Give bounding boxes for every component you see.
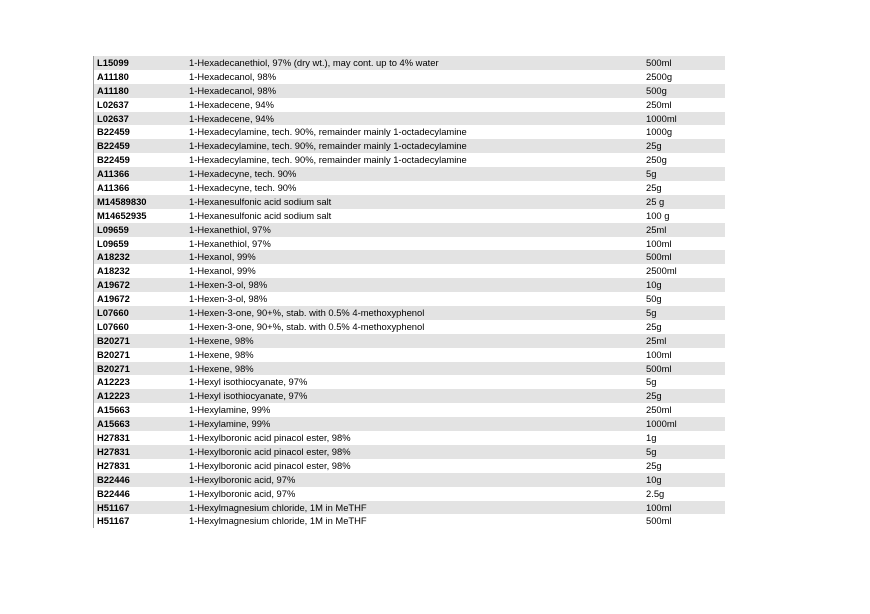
product-code: A11180 xyxy=(97,84,129,96)
product-description: 1-Hexadecylamine, tech. 90%, remainder mainly 1-octadecylamine xyxy=(189,154,467,166)
product-code: A11366 xyxy=(97,168,130,180)
product-description: 1-Hexadecylamine, tech. 90%, remainder mainly 1-octadecylamine xyxy=(189,126,467,138)
table-row xyxy=(94,167,725,181)
product-code: B20271 xyxy=(97,362,130,374)
product-code: H27831 xyxy=(97,459,130,471)
pack-size: 25g xyxy=(646,140,662,152)
product-description: 1-Hexylamine, 99% xyxy=(189,404,271,416)
pack-size: 100 g xyxy=(646,209,670,221)
table-row xyxy=(94,139,725,153)
product-code: A15663 xyxy=(97,404,130,416)
table-row xyxy=(94,473,725,487)
pack-size: 500ml xyxy=(646,362,672,374)
pack-size: 25 g xyxy=(646,195,665,207)
product-description: 1-Hexadecylamine, tech. 90%, remainder mainly 1-octadecylamine xyxy=(189,140,467,152)
pack-size: 25g xyxy=(646,320,662,332)
product-code: A11366 xyxy=(97,182,130,194)
product-code: A15663 xyxy=(97,418,130,430)
table-row xyxy=(94,223,725,237)
pack-size: 500ml xyxy=(646,515,672,527)
table-row xyxy=(94,153,725,167)
pack-size: 1000ml xyxy=(646,112,677,124)
table-row xyxy=(94,56,725,70)
pack-size: 100ml xyxy=(646,348,672,360)
product-description: 1-Hexen-3-one, 90+%, stab. with 0.5% 4-methoxyphenol xyxy=(189,320,425,332)
product-code: H27831 xyxy=(97,432,130,444)
product-code: A12223 xyxy=(97,376,130,388)
pack-size: 10g xyxy=(646,473,662,485)
pack-size: 100ml xyxy=(646,237,672,249)
table-row xyxy=(94,389,725,403)
product-code: H27831 xyxy=(97,445,130,457)
pack-size: 10g xyxy=(646,279,662,291)
pack-size: 5g xyxy=(646,168,657,180)
product-description: 1-Hexylmagnesium chloride, 1M in MeTHF xyxy=(189,501,367,513)
table-row xyxy=(94,334,725,348)
pack-size: 100ml xyxy=(646,501,672,513)
product-description: 1-Hexanethiol, 97% xyxy=(189,223,271,235)
product-description: 1-Hexanesulfonic acid sodium salt xyxy=(189,195,332,207)
product-description: 1-Hexyl isothiocyanate, 97% xyxy=(189,376,308,388)
product-description: 1-Hexene, 98% xyxy=(189,348,254,360)
product-code: L09659 xyxy=(97,237,129,249)
pack-size: 250ml xyxy=(646,404,672,416)
product-code: A12223 xyxy=(97,390,130,402)
table-row xyxy=(94,292,725,306)
table-row xyxy=(94,70,725,84)
product-description: 1-Hexen-3-ol, 98% xyxy=(189,279,268,291)
product-code: A18232 xyxy=(97,251,130,263)
product-description: 1-Hexene, 98% xyxy=(189,334,254,346)
table-row xyxy=(94,501,725,515)
product-code: H51167 xyxy=(97,515,130,527)
pack-size: 1g xyxy=(646,432,657,444)
table-row xyxy=(94,250,725,264)
table-row xyxy=(94,237,725,251)
product-description: 1-Hexadecene, 94% xyxy=(189,98,274,110)
product-code: L09659 xyxy=(97,223,129,235)
product-code: L07660 xyxy=(97,320,129,332)
product-description: 1-Hexylboronic acid, 97% xyxy=(189,473,296,485)
product-code: B22446 xyxy=(97,473,130,485)
pack-size: 5g xyxy=(646,307,657,319)
product-description: 1-Hexadecanol, 98% xyxy=(189,84,277,96)
product-description: 1-Hexadecyne, tech. 90% xyxy=(189,168,297,180)
table-row xyxy=(94,125,725,139)
table-row xyxy=(94,209,725,223)
pack-size: 1000ml xyxy=(646,418,677,430)
product-description: 1-Hexyl isothiocyanate, 97% xyxy=(189,390,308,402)
product-description: 1-Hexadecanethiol, 97% (dry wt.), may cont. up to 4% water xyxy=(189,57,439,68)
product-code: B22459 xyxy=(97,140,130,152)
product-description: 1-Hexylboronic acid pinacol ester, 98% xyxy=(189,445,351,457)
table-row xyxy=(94,181,725,195)
table-row xyxy=(94,417,725,431)
table-row xyxy=(94,195,725,209)
table-row xyxy=(94,348,725,362)
product-description: 1-Hexanesulfonic acid sodium salt xyxy=(189,209,332,221)
table-row xyxy=(94,403,725,417)
product-description: 1-Hexene, 98% xyxy=(189,362,254,374)
product-code: B20271 xyxy=(97,334,130,346)
table-row xyxy=(94,459,725,473)
pack-size: 25g xyxy=(646,390,662,402)
table-row xyxy=(94,306,725,320)
pack-size: 500g xyxy=(646,84,667,96)
table-row xyxy=(94,112,725,126)
product-description: 1-Hexylboronic acid pinacol ester, 98% xyxy=(189,432,351,444)
product-code: L15099 xyxy=(97,57,129,68)
pack-size: 5g xyxy=(646,445,657,457)
product-code: L07660 xyxy=(97,307,129,319)
table-row xyxy=(94,375,725,389)
pack-size: 25ml xyxy=(646,334,667,346)
product-description: 1-Hexadecanol, 98% xyxy=(189,70,277,82)
product-code: A18232 xyxy=(97,265,130,277)
product-description: 1-Hexen-3-ol, 98% xyxy=(189,293,268,305)
product-code: L02637 xyxy=(97,112,129,124)
pack-size: 25ml xyxy=(646,223,667,235)
table-row xyxy=(94,264,725,278)
pack-size: 500ml xyxy=(646,57,672,68)
table-row xyxy=(94,320,725,334)
table-row xyxy=(94,98,725,112)
product-description: 1-Hexanethiol, 97% xyxy=(189,237,271,249)
product-description: 1-Hexadecyne, tech. 90% xyxy=(189,182,297,194)
catalog-table xyxy=(93,56,725,528)
product-code: A19672 xyxy=(97,293,130,305)
pack-size: 25g xyxy=(646,459,662,471)
product-description: 1-Hexanol, 99% xyxy=(189,265,256,277)
product-description: 1-Hexadecene, 94% xyxy=(189,112,274,124)
product-code: A19672 xyxy=(97,279,130,291)
product-code: M14589830 xyxy=(97,195,147,207)
table-row xyxy=(94,431,725,445)
product-code: A11180 xyxy=(97,70,129,82)
product-description: 1-Hexylboronic acid pinacol ester, 98% xyxy=(189,459,351,471)
pack-size: 500ml xyxy=(646,251,672,263)
product-code: H51167 xyxy=(97,501,130,513)
product-code: L02637 xyxy=(97,98,129,110)
pack-size: 2.5g xyxy=(646,487,665,499)
product-code: B22446 xyxy=(97,487,130,499)
table-row xyxy=(94,514,725,528)
table-row xyxy=(94,487,725,501)
table-row xyxy=(94,84,725,98)
table-row xyxy=(94,362,725,376)
product-code: M14652935 xyxy=(97,209,147,221)
pack-size: 5g xyxy=(646,376,657,388)
table-row xyxy=(94,445,725,459)
product-code: B20271 xyxy=(97,348,130,360)
product-code: B22459 xyxy=(97,154,130,166)
product-description: 1-Hexylmagnesium chloride, 1M in MeTHF xyxy=(189,515,367,527)
product-description: 1-Hexylboronic acid, 97% xyxy=(189,487,296,499)
product-description: 1-Hexanol, 99% xyxy=(189,251,256,263)
product-code: B22459 xyxy=(97,126,130,138)
pack-size: 250ml xyxy=(646,98,672,110)
pack-size: 50g xyxy=(646,293,662,305)
table-row xyxy=(94,278,725,292)
pack-size: 25g xyxy=(646,182,662,194)
product-description: 1-Hexylamine, 99% xyxy=(189,418,271,430)
pack-size: 1000g xyxy=(646,126,673,138)
pack-size: 2500g xyxy=(646,70,673,82)
pack-size: 250g xyxy=(646,154,667,166)
product-description: 1-Hexen-3-one, 90+%, stab. with 0.5% 4-methoxyphenol xyxy=(189,307,425,319)
pack-size: 2500ml xyxy=(646,265,677,277)
